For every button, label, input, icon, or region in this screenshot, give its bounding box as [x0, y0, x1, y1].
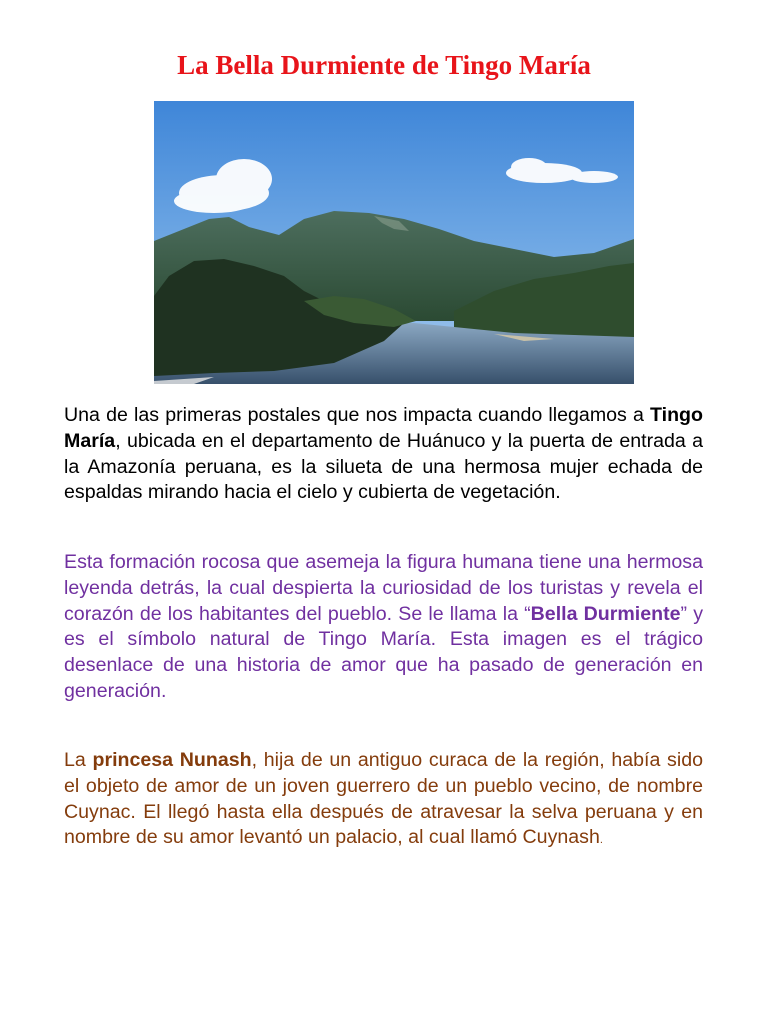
- document-title: La Bella Durmiente de Tingo María: [177, 50, 591, 80]
- legend-paragraph: [64, 550, 703, 705]
- intro-paragraph: [64, 403, 703, 506]
- place-name-bold: Tingo María: [64, 404, 703, 452]
- story-paragraph: [64, 748, 703, 854]
- paragraph-text: , ubicada en el departamento de Huánuco y la puerta de entrada a la Amazonía peruana, es la silueta de una hermosa mujer echada de espaldas mirando hacia el cielo y cubierta de vegetación.: [64, 429, 703, 504]
- landscape-photo: [154, 101, 634, 384]
- paragraph-text: Esta formación rocosa que asemeja la figura humana tiene una hermosa leyenda detrás, la cual despierta la curiosidad de los turistas y revela el corazón de los habitantes del pueblo. Se le llama la “: [64, 551, 703, 625]
- paragraph-text: , hija de un antiguo curaca de la región, había sido el objeto de amor de un joven guerrero de un pueblo vecino, de nombre Cuynac. El llegó hasta ella después de atravesar la selva peruana y en nombre de su amor levantó un palacio, al cual llamó Cuynash: [64, 749, 704, 849]
- bella-durmiente-bold: Bella Durmiente: [530, 602, 681, 625]
- paragraph-text: ” y es el símbolo natural de Tingo María. Esta imagen es el trágico desenlace de una historia de amor que ha pasado de generación en generación.: [64, 602, 703, 702]
- paragraph-text: La: [64, 749, 93, 771]
- final-period: .: [599, 834, 603, 847]
- paragraph-text: Una de las primeras postales que nos impacta cuando llegamos a: [64, 404, 651, 426]
- princess-name-bold: princesa Nunash: [92, 749, 252, 771]
